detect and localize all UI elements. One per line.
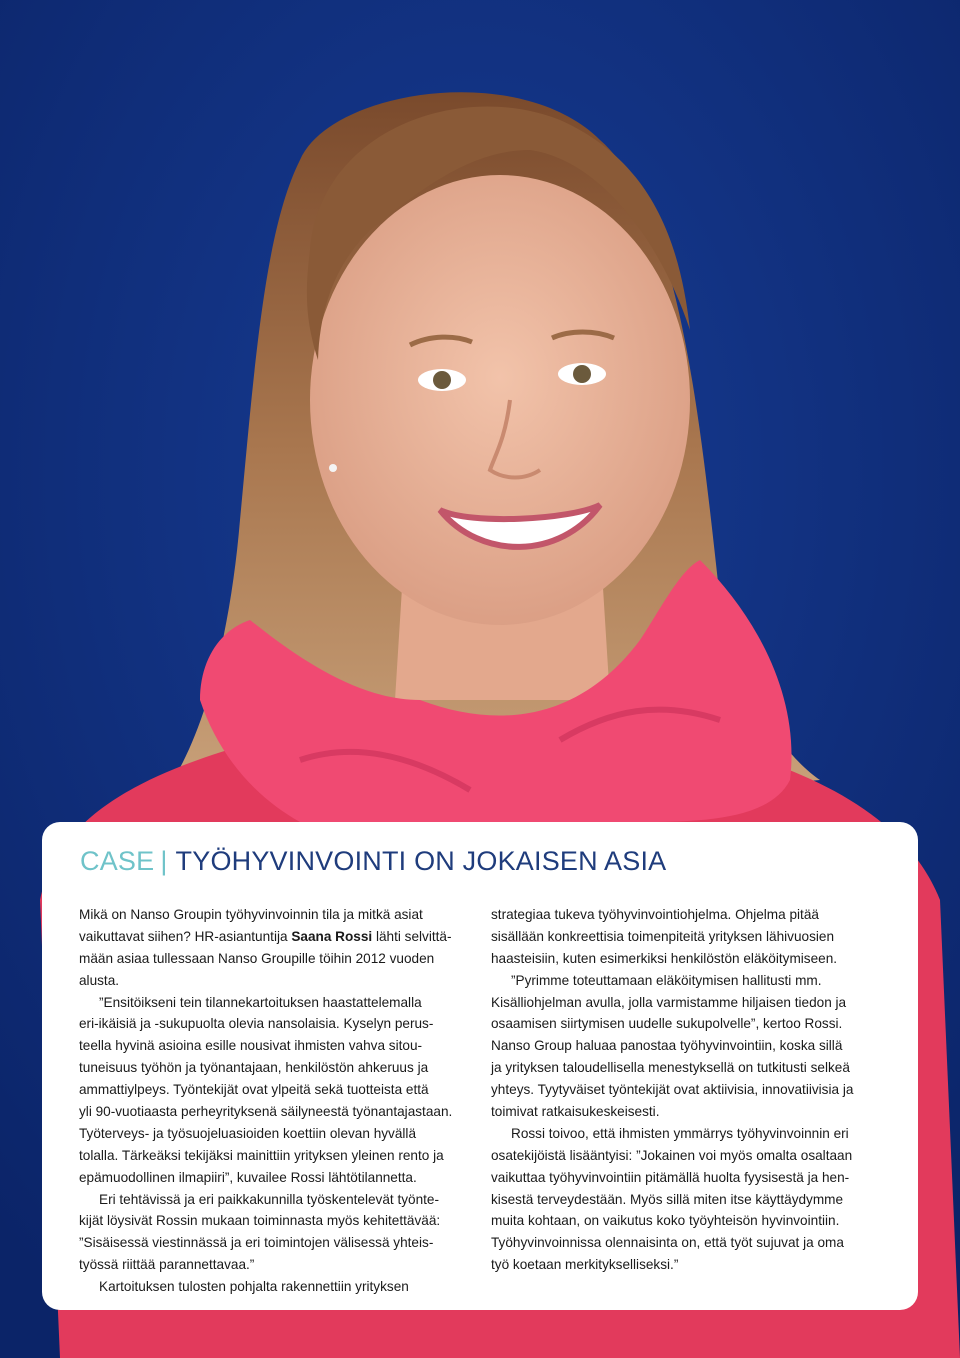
paragraph-line: yli 90-vuotiaasta perheyrityksenä säilyneestä työnantajastaan.: [79, 1104, 453, 1120]
paragraph-line: vaikuttavat siihen? HR-asiantuntija Saana Rossi lähti selvittä-: [79, 928, 452, 944]
paragraph-line: Kartoituksen tulosten pohjalta rakennettiin yrityksen: [99, 1279, 409, 1295]
paragraph-line: mään asiaa tullessaan Nanso Groupille töihin 2012 vuoden: [79, 950, 435, 966]
earring: [329, 464, 337, 472]
case-card: [42, 822, 918, 1310]
paragraph-line: Rossi toivoo, että ihmisten ymmärrys työhyvinvoinnin eri: [511, 1125, 849, 1141]
paragraph-line: Mikä on Nanso Groupin työhyvinvoinnin tila ja mitkä asiat: [79, 907, 423, 922]
paragraph-line: osatekijöistä lisääntyisi: ”Jokainen voi myös omalta osaltaan: [491, 1147, 853, 1163]
paragraph-line: työssä riittää parannettavaa.”: [79, 1257, 255, 1273]
paragraph-line: Kisälliohjelman avulla, jolla varmistamme hiljaisen tiedon ja: [491, 994, 847, 1010]
paragraph-line: ”Pyrimme toteuttamaan eläköitymisen hallitusti mm.: [511, 972, 822, 988]
case-tag: CASE: [80, 846, 155, 876]
paragraph-line: ammattiylpeys. Työntekijät ovat ylpeitä sekä tuotteista että: [79, 1082, 429, 1098]
paragraph-line: ja yrityksen taloudellisella menestyksellä on tutkitusti selkeä: [491, 1060, 850, 1076]
paragraph-line: teella hyvinä asioina esille nousivat ihmisten vahva sitou-: [79, 1038, 423, 1054]
paragraph-line: tuneisuus työhön ja työnantajaan, henkilöstön ahkeruus ja: [79, 1060, 429, 1076]
paragraph-line: tolalla. Tärkeäksi tekijäksi mainittiin yrityksen yleinen rento ja: [79, 1147, 444, 1163]
paragraph-line: työ koetaan merkitykselliseksi.”: [491, 1257, 679, 1273]
paragraph-line: kisestä terveydestään. Myös sillä miten itse käyttäydymme: [491, 1191, 844, 1207]
paragraph-line: muita kohtaan, on vaikutus koko työyhteisön hyvinvointiin.: [491, 1213, 840, 1229]
paragraph-line: Työterveys- ja työsuojeluasioiden koettiin olevan hyvällä: [79, 1125, 417, 1141]
face: [310, 175, 690, 625]
paragraph-line: yhteys. Tyytyväiset työntekijät ovat aktiivisia, innovatiivisia ja: [491, 1082, 854, 1098]
paragraph-line: osaamisen siirtymisen uudelle sukupolvelle”, kertoo Rossi.: [491, 1016, 843, 1032]
paragraph-line: epämuodollinen ilmapiiri”, kuvailee Rossi lähtötilannetta.: [79, 1169, 417, 1185]
heading-separator: |: [160, 846, 168, 876]
paragraph-line: vaikuttaa työhyvinvointiin pitämällä huolta fyysisestä ja hen-: [491, 1169, 850, 1185]
right-text-column: [491, 904, 903, 1276]
paragraph-line: toimivat ratkaisukeskeisesti.: [491, 1104, 660, 1120]
paragraph-line: haasteisiin, kuten esimerkiksi henkilöstön eläköitymiseen.: [491, 950, 838, 966]
paragraph-line: ”Sisäisessä viestinnässä ja eri toimintojen välisessä yhteis-: [79, 1235, 434, 1251]
paragraph-line: kijät löysivät Rossin mukaan toiminnasta myös kehitettävää:: [79, 1213, 441, 1229]
paragraph-line: ”Ensitöikseni tein tilannekartoituksen haastattelemalla: [99, 994, 422, 1010]
paragraph-line: alusta.: [79, 972, 120, 988]
paragraph-line: sisällään konkreettisia toimenpiteitä yrityksen lähivuosien: [491, 928, 835, 944]
case-title: TYÖHYVINVOINTI ON JOKAISEN ASIA: [175, 846, 667, 876]
paragraph-line: strategiaa tukeva työhyvinvointiohjelma. Ohjelma pitää: [491, 907, 819, 922]
paragraph-line: Eri tehtävissä ja eri paikkakunnilla työskentelevät työnte-: [99, 1191, 440, 1207]
case-heading: [80, 846, 666, 877]
person-name: Saana Rossi: [291, 928, 373, 944]
left-text-column: [79, 904, 491, 1298]
paragraph-line: Nanso Group haluaa panostaa työhyvinvointiin, koska sillä: [491, 1038, 843, 1054]
paragraph-line: eri-ikäisiä ja -sukupuolta olevia nansolaisia. Kyselyn perus-: [79, 1016, 434, 1032]
paragraph-line: Työhyvinvoinnissa olennaisinta on, että työt sujuvat ja oma: [491, 1235, 844, 1251]
